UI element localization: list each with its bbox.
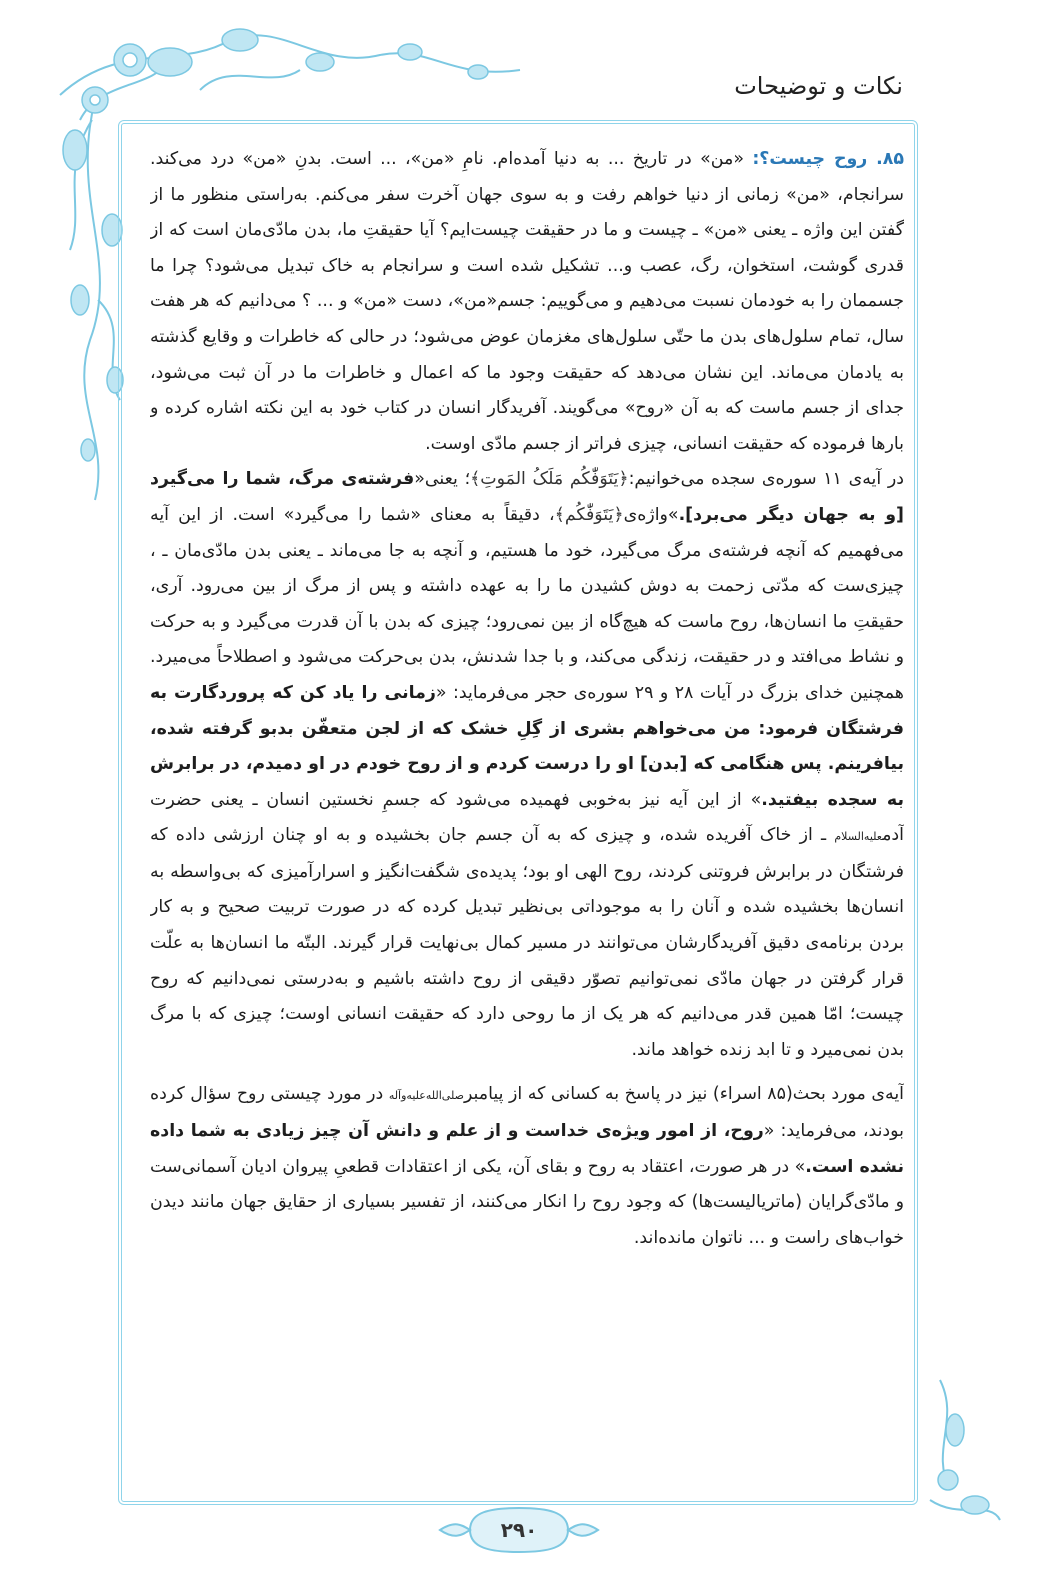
bold-translation: زمانی را یاد کن که پروردگارت به فرشتگان فرمود: من می‌خواهم بشری از گِلِ خشک که از لجن متعفّن بدبو گرفته شده، بیافرینم. پس هنگامی که [بدن] او را درست کردم و از روح خودم در او دمیدم، در برابرش به سجده بیفتید. bbox=[150, 682, 904, 810]
paragraph-3 bbox=[150, 1077, 904, 1256]
paragraph-2 bbox=[150, 462, 904, 1068]
header-title: نکات و توضیحات bbox=[734, 72, 903, 100]
bold-translation: فرشته‌ی مرگ، شما را می‌گیرد [و به جهان دیگر می‌برد]. bbox=[150, 469, 904, 525]
bold-translation: روح، از امور ویژه‌ی خداست و از علم و دانش آن چیز زیادی به شما داده نشده است. bbox=[150, 1121, 904, 1177]
paragraph-1 bbox=[150, 142, 904, 462]
text-run: » در هر صورت، اعتقاد به روح و بقای آن، یکی از اعتقادات قطعیِ پیروان ادیان آسمانی‌ست و مادّی‌گرایان (ماتریالیست‌ها) که وجود روح را انکار می‌کنند، از تفسیر بسیاری از حقایق جهان مانند دیدن خواب‌های راست و ... ناتوان مانده‌اند. bbox=[150, 1156, 904, 1248]
quran-quote: ﴿یَتَوَفّٰکُم مَلَکُ المَوتِ﴾ bbox=[470, 469, 629, 490]
main-text bbox=[150, 142, 904, 1487]
page-number: ۲۹۰ bbox=[500, 1518, 538, 1542]
text-run: در آیه‌ی ۱۱ سوره‌ی سجده می‌خوانیم: bbox=[628, 469, 904, 490]
quran-quote: ﴿یَتَوَفّٰکُم﴾ bbox=[554, 504, 624, 525]
salutation-glyph: علیه‌السلام bbox=[834, 830, 883, 844]
text-run: ؛ یعنی« bbox=[414, 469, 471, 490]
text-run: » از این آیه نیز به‌خوبی فهمیده می‌شود که جسمِ نخستین انسان ـ یعنی حضرت آدم bbox=[150, 789, 904, 846]
text-run: ، دقیقاً به معنای «شما را می‌گیرد» است. از این آیه می‌فهمیم که آنچه فرشته‌ی مرگ می‌گیرد، خود ما هستیم، و آنچه به جا می‌ماند ـ یعنی بدن مادّی‌مان ـ ، چیزی‌ست که مدّتی زحمت به دوش کشیدن ما را به عهده داشته و پس از مرگ از بین می‌رود. آری، حقیقتِ ما انسان‌ها، روح ماست که هیچ‌گاه از بین نمی‌رود؛ چیزی که بدن با آن قدرت می‌گیرد و به حرکت و نشاط می‌افتد و در حقیقت، زندگی می‌کند، و با جدا شدنش، بدن بی‌حرکت می‌شود و اصطلاحاً می‌میرد. همچنین خدای بزرگ در آیات ۲۸ و ۲۹ سوره‌ی حجر می‌فرماید: « bbox=[150, 504, 904, 703]
salutation-glyph: صلی‌الله‌علیه‌وآله bbox=[388, 1089, 464, 1103]
section-title: ۸۵. روح چیست؟: bbox=[752, 149, 904, 169]
paragraph-text: «من» در تاریخ ... به دنیا آمده‌ام. نامِ «من»، ... است. بدنِ «من» درد می‌کند. سرانجام، «من» زمانی از دنیا خواهم رفت و به سوی جهان آخرت سفر می‌کنم. به‌راستی منظور ما از گفتن این واژه ـ یعنی «من» ـ چیست و ما در حقیقت چیست‌ایم؟ آیا حقیقتِ ما، بدن مادّی‌مان است که از قدری گوشت، استخوان، رگ، عصب و... تشکیل شده است و سرانجام به خاک تبدیل می‌شود؟ چرا ما جسممان را به خودمان نسبت می‌دهیم و می‌گوییم: جسم«من»، دست «من» و ... ؟ می‌دانیم که هر هفت سال، تمام سلول‌های بدن ما حتّی سلول‌های مغزمان عوض می‌شود؛ در حالی که خاطرات و وقایع گذشته به یادمان می‌ماند. این نشان می‌دهد که حقیقت وجود ما که اعمال و خاطرات ما در آن ثبت می‌شود، جدای از جسم ماست که به آن «روح» می‌گویند. آفریدگار انسان در کتاب خود به این نکته اشاره کرده و بارها فرموده که حقیقت انسانی، چیزی فراتر از جسم مادّی اوست. bbox=[150, 149, 904, 454]
page-number-badge bbox=[484, 1512, 554, 1548]
text-run: آیه‌ی مورد بحث(۸۵ اسراء) نیز در پاسخ به کسانی که از پیامبر bbox=[463, 1084, 904, 1105]
text-run: ـ از خاک آفریده شده، و چیزی که به آن جسم جان بخشیده و به او چنان ارزشی داده که فرشتگان در برابرش فروتنی کردند، روح الهی او بود؛ پدیده‌ی شگفت‌انگیز و اسرارآمیزی که بی‌واسطه به انسان‌ها بخشیده شده و آنان را به موجوداتی بی‌نظیر تبدیل کرده که در صورت تربیت صحیح و به کار بردن برنامه‌ی دقیق آفریدگارشان می‌توانند در مسیر کمال بی‌نهایت قرار گیرند. البتّه ما انسان‌ها به علّت قرار گرفتن در جهان مادّی نمی‌توانیم تصوّر دقیقی از روح داشته باشیم و به‌درستی نمی‌دانیم که روح چیست؛ امّا همین قدر می‌دانیم که هر یک از ما روحی دارد که حقیقت انسانی اوست؛ چیزی که با مرگ بدن نمی‌میرد و تا ابد زنده خواهد ماند. bbox=[150, 825, 904, 1060]
text-run: در مورد چیستی روح سؤال کرده بودند، می‌فرماید: « bbox=[150, 1084, 904, 1142]
text-run: »واژه‌ی bbox=[623, 504, 679, 525]
